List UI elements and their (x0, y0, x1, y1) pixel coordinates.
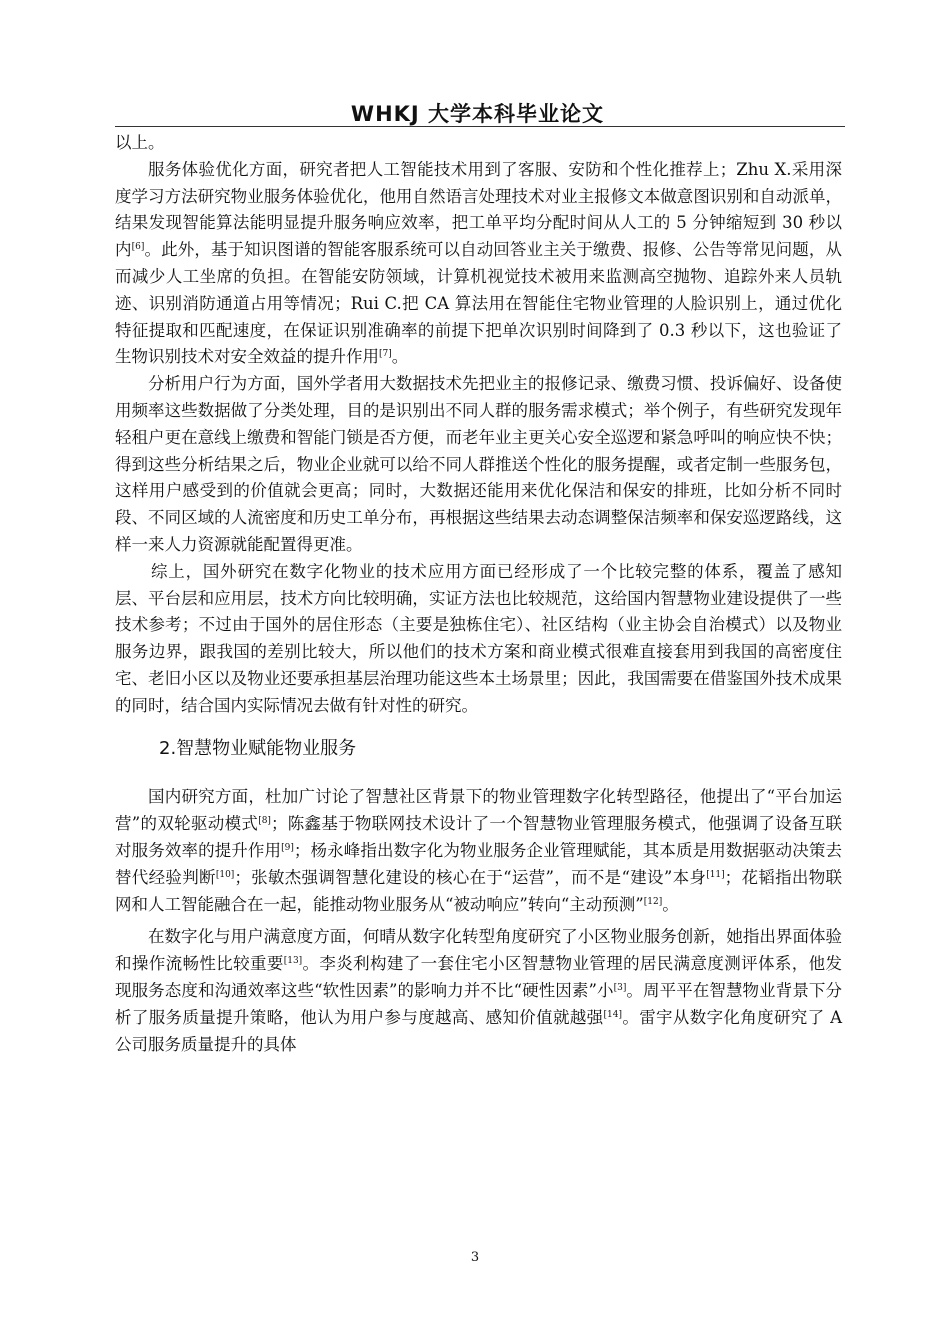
page-number: 3 (470, 1250, 480, 1265)
section-heading: 2.智慧物业赋能物业服务 (159, 737, 357, 759)
paragraph-text: 。雷宇从数字化角度研究了 A 公司服务质量提升的具体 (115, 1007, 842, 1054)
paragraph-service-experience (115, 157, 842, 371)
paragraph-text: 。此外，基于知识图谱的智能客服系统可以自动回答业主关于缴费、报修、公告等常见问题，从而减少人工坐席的负担。在智能安防领域，计算机视觉技术被用来监测高空抛物、追踪外来人员轨迹、识别消防通道占用等情况；Rui C.把 CA 算法用在智能住宅物业管理的人脸识别上，通过优化特征提取和匹配速度，在保证识别准确率的前提下把单次识别时间降到了 0.3 秒以下，这也验证了生物识别技术对安全效益的提升作用 (115, 240, 843, 367)
citation-ref: [14] (603, 1009, 622, 1020)
citation-ref: [3] (613, 982, 627, 993)
paragraph-text: 国内研究方面，杜加广讨论了智慧社区背景下的物业管理数字化转型路径，他提出了“平台加运营”的双轮驱动模式 (115, 787, 842, 834)
citation-ref: [8] (258, 816, 271, 827)
paragraph-text: 。 (391, 347, 409, 367)
paragraph-text: ；花韬指出物联网和人工智能融合在一起，能推动物业服务从“被动响应”转向“主动预测” (115, 867, 842, 914)
running-header: WHKJ 大学本科毕业论文 (350, 102, 605, 126)
paragraph-user-behavior: 分析用户行为方面，国外学者用大数据技术先把业主的报修记录、缴费习惯、投诉偏好、设备使用频率这些数据做了分类处理，目的是识别出不同人群的服务需求模式；举个例子，有些研究发现年轻租户更在意线上缴费和智能门锁是否方便，而老年业主更关心安全巡逻和紧急呼叫的响应快不快；得到这些分析结果之后，物业企业就可以给不同人群推送个性化的服务提醒，或者定制一些服务包，这样用户感受到的价值就会更高；同时，大数据还能用来优化保洁和保安的排班，比如分析不同时段、不同区域的人流密度和历史工单分布，再根据这些结果去动态调整保洁频率和保安巡逻路线，这样一来人力资源就能配置得更准。 (115, 374, 842, 554)
document-body (115, 130, 842, 1058)
paragraph-summary: 综上，国外研究在数字化物业的技术应用方面已经形成了一个比较完整的体系，覆盖了感知层、平台层和应用层，技术方向比较明确，实证方法也比较规范，这给国内智慧物业建设提供了一些技术参考；不过由于国外的居住形态（主要是独栋住宅）、社区结构（业主协会自治模式）以及物业服务边界，跟我国的差别比较大，所以他们的技术方案和商业模式很难直接套用到我国的高密度住宅、老旧小区以及物业还要承担基层治理功能这些本土场景里；因此，我国需要在借鉴国外技术成果的同时，结合国内实际情况去做有针对性的研究。 (115, 561, 842, 715)
paragraph-text: 在数字化与用户满意度方面，何晴从数字化转型角度研究了小区物业服务创新，她指出界面体验和操作流畅性比较重要 (115, 927, 842, 974)
citation-ref: [7] (379, 349, 392, 360)
paragraph-text: 。周平平在智慧物业背景下分析了服务质量提升策略，他认为用户参与度越高、感知价值就越强 (115, 980, 842, 1027)
citation-ref: [6] (131, 242, 145, 253)
citation-ref: [10] (215, 869, 235, 880)
citation-ref: [9] (281, 842, 294, 853)
paragraph-text: 服务体验优化方面，研究者把人工智能技术用到了客服、安防和个性化推荐上；Zhu X.采用深度学习方法研究物业服务体验优化，他用自然语言处理技术对业主报修文本做意图识别和自动派单，结果发现智能算法能明显提升服务响应效率，把工单平均分配时间从人工的 5 分钟缩短到 30 秒以内 (115, 159, 842, 260)
header-divider (115, 126, 845, 127)
paragraph-text: 。 (662, 894, 679, 914)
citation-ref: [12] (643, 896, 663, 907)
paragraph-text: 。李炎利构建了一套住宅小区智慧物业管理的居民满意度测评体系，他发现服务态度和沟通效率这些“软性因素”的影响力并不比“硬性因素”小 (115, 954, 843, 1000)
paragraph-text: ；杨永峰指出数字化为物业服务企业管理赋能，其本质是用数据驱动决策去替代经验判断 (115, 840, 843, 887)
paragraph-satisfaction (115, 924, 842, 1058)
continuation-line: 以上。 (115, 133, 165, 152)
paragraph-text: ；张敏杰强调智慧化建设的核心在于“运营”，而不是“建设”本身 (234, 867, 707, 887)
citation-ref: [11] (706, 869, 725, 880)
paragraph-domestic-research (115, 784, 842, 918)
citation-ref: [13] (283, 956, 303, 967)
paragraph-text: ；陈鑫基于物联网技术设计了一个智慧物业管理服务模式，他强调了设备互联对服务效率的提升作用 (115, 814, 843, 860)
